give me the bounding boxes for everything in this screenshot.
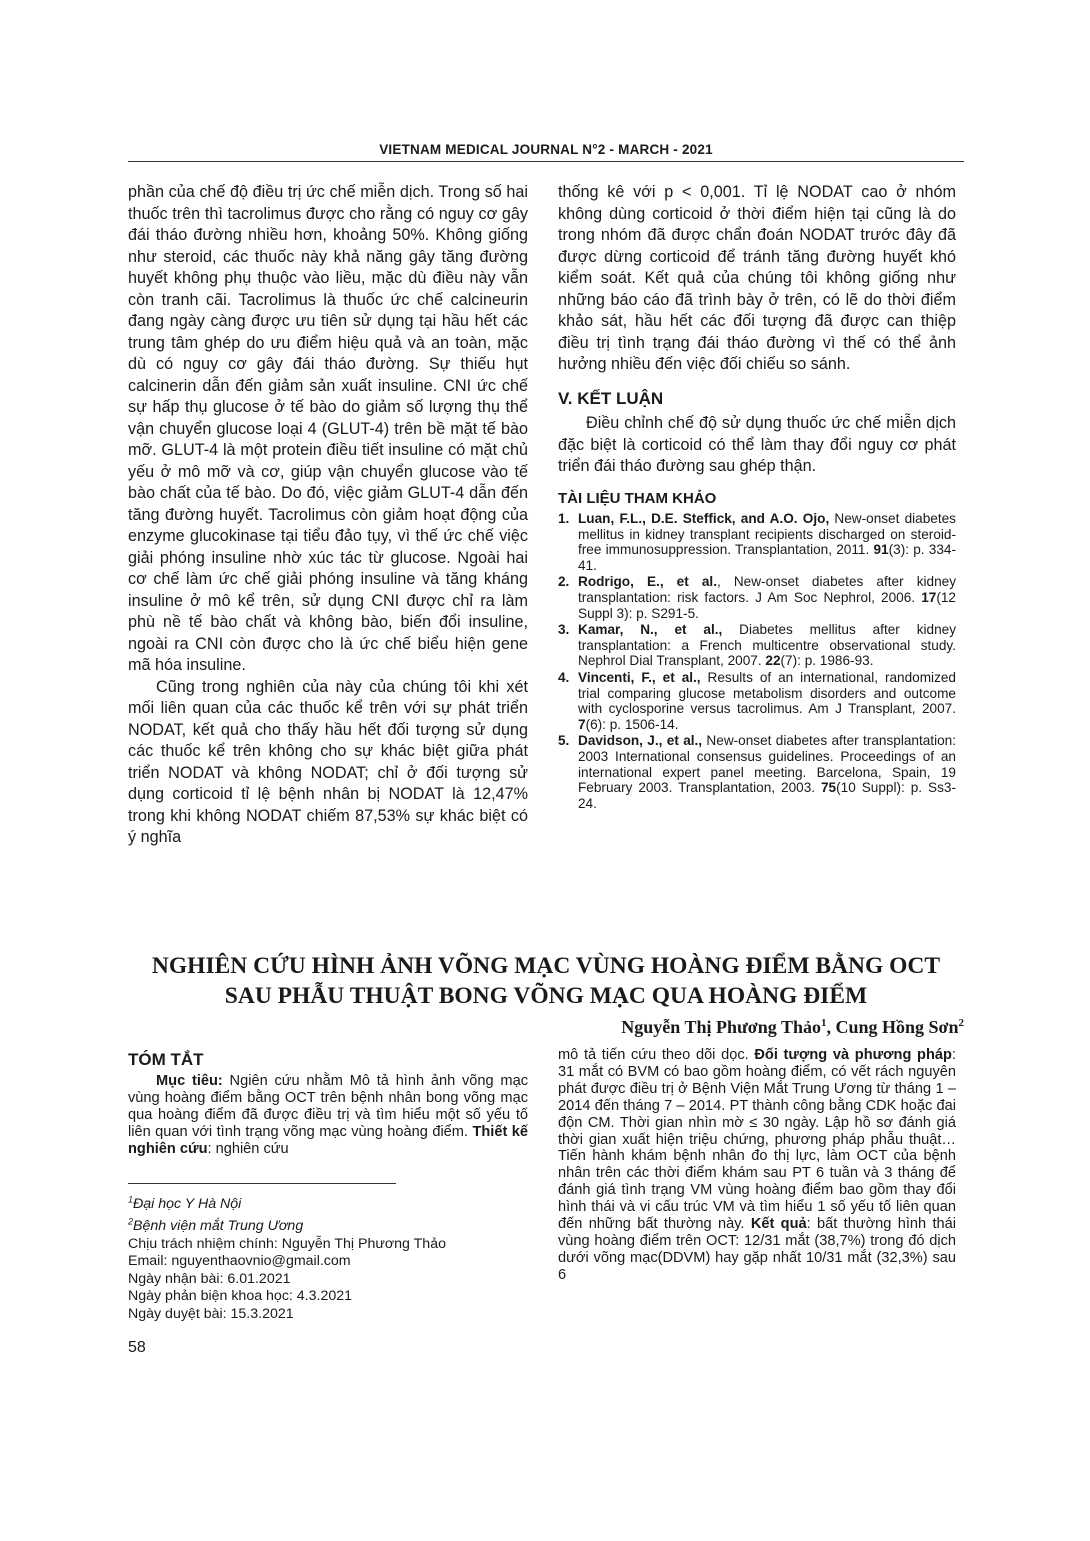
author-2: Cung Hồng Sơn <box>835 1017 959 1037</box>
reference-pages: (3): p. 334-41. <box>578 542 956 573</box>
subjects-text: : 31 mắt có BVM có bao gồm hoàng điểm, có vết rách nguyên phát được điều trị ở Bệnh Viện Mắt Trung Ương từ tháng 1 – 2014 đến tháng 7 – 2014. PT thành công bằng CDK hoặc đai độn CM. Thời gian nhìn mờ ≤ 30 ngày. Lập hồ sơ đánh giá thời gian xuất hiện triệu chứng, phương pháp phẫu thuật… Tiến hành khám bệnh nhân đo thị lực, làm OCT của bệnh nhân trên các thời điểm khám sau PT 6 tuần và 3 tháng để đánh giá tình trạng VM vùng hoàng điểm bao gồm thay đổi hình thái và vi cấu trúc VM và tìm hiểu 1 số yếu tố liên quan đến những bất thường này. <box>558 1047 956 1233</box>
header-rule <box>128 161 964 162</box>
subjects-label: Đối tượng và phương pháp <box>754 1047 952 1063</box>
reference-volume: 22 <box>765 653 781 669</box>
references-heading: TÀI LIỆU THAM KHẢO <box>558 489 717 507</box>
reference-title: New-onset diabetes mellitus in kidney transplant recipients discharged on steroid-free immunosuppression. Transplantation, 2011. <box>578 511 956 558</box>
reference-number: 5. <box>558 733 570 749</box>
author-1-affiliation: 1 <box>820 1017 827 1029</box>
reference-number: 1. <box>558 511 570 526</box>
affiliation-1 <box>128 1191 528 1213</box>
reference-pages: (6): p. 1506-14. <box>585 716 679 732</box>
reference-title: New-onset diabetes after transplantation: 2003 International consensus guidelines. Proceedings of an international expert panel meeting. Barcelona, Spain, 19 February 2003. Transplantation, 2003. <box>578 733 956 796</box>
affiliation-1-text: Đại học Y Hà Nội <box>133 1195 242 1212</box>
author-1: Nguyễn Thị Phương Thảo <box>621 1017 821 1037</box>
reference-item <box>558 670 956 732</box>
reference-title: , New-onset diabetes after kidney transplantation: risk factors. J Am Soc Nephrol, 2006. <box>578 574 957 605</box>
conclusion-paragraph: Điều chỉnh chế độ sử dụng thuốc ức chế miễn dịch đặc biệt là corticoid có thể làm thay đổi nguy cơ phát triển đái tháo đường sau ghép thận. <box>558 414 956 475</box>
abstract-methods-results <box>558 1047 956 1284</box>
reference-volume: 91 <box>873 542 889 558</box>
results-text: : bất thường hình thái vùng hoàng điểm trên OCT: 12/31 mắt (38,7%) trong đó dịch dưới võng mạc(DDVM) hay gặp nhất 10/31 mắt (32,3%) sau 6 <box>558 1216 956 1283</box>
reference-text <box>578 574 956 621</box>
abstract-heading: TÓM TẮT <box>128 1050 204 1069</box>
reference-item <box>558 622 956 669</box>
reference-authors: Luan, F.L., D.E. Steffick, and A.O. Ojo, <box>578 511 830 526</box>
running-header: VIETNAM MEDICAL JOURNAL N°2 - MARCH - 2021 <box>379 142 713 157</box>
reference-text <box>578 511 956 573</box>
left-paragraph-2: Cũng trong nghiên của này của chúng tôi khi xét mối liên quan của các thuốc kể trên với sự phát triển NODAT, kết quả cho thấy hầu hết đối tượng sử dụng các thuốc kể trên không cho sự khác biệt giữa phát triển NODAT và không NODAT; chỉ ở đối tượng sử dụng corticoid tỉ lệ bệnh nhân bị NODAT là 12,47% trong khi không NODAT chiếm 87,53% sự khác biệt có ý nghĩa <box>128 677 528 846</box>
reference-authors: Kamar, N., et al., <box>578 622 723 638</box>
page-number: 58 <box>128 1339 146 1356</box>
footnote-rule <box>128 1183 396 1184</box>
article-title <box>128 951 964 1011</box>
reference-volume: 7 <box>578 716 586 732</box>
abstract-objective <box>128 1073 528 1158</box>
reference-text <box>578 670 956 732</box>
abstract-left <box>128 1052 528 1157</box>
reference-title: Results of an international, randomized trial comparing glucose metabolism disorders and outcome with cyclosporine versus tacrolimus. Am J Transplant, 2007. <box>578 669 956 717</box>
reference-number: 2. <box>558 574 570 590</box>
reference-item <box>558 733 956 811</box>
reference-number: 4. <box>558 669 570 685</box>
reference-text <box>578 622 956 669</box>
right-paragraph-1: thống kê với p < 0,001. Tỉ lệ NODAT cao ở nhóm không dùng corticoid ở thời điểm hiện tại cũng là do trong nhóm đã được chẩn đoán NODAT trước đây đã được dừng corticoid để tránh tăng đường huyết khó kiểm soát. Kết quả của chúng tôi không giống như những báo cáo đã trình bày ở trên, có lẽ do thời điểm khảo sát, hầu hết các đối tượng đã được can thiệp điều trị tình trạng đái tháo đường vì thế có thể ảnh hưởng nhiều đến việc đối chiếu so sánh. <box>558 183 956 373</box>
accepted-date: Ngày duyệt bài: 15.3.2021 <box>128 1306 294 1323</box>
objective-text: Ngiên cứu nhằm Mô tả hình ảnh võng mạc vùng hoàng điểm bằng OCT trên bệnh nhân bong võng mạc qua hoàng điểm đã được điều trị và tìm hiểu một số yếu tố liên quan với tình trạng võng mạc vùng hoàng điểm. <box>128 1072 528 1140</box>
reference-authors: Vincenti, F., et al., <box>578 669 701 685</box>
affiliation-2-text: Bệnh viện mắt Trung Ương <box>133 1218 304 1235</box>
abstract-right <box>558 1047 956 1284</box>
reference-pages: (12 Suppl 3): p. S291-5. <box>578 589 956 621</box>
reference-item <box>558 574 956 621</box>
author-separator: , <box>826 1017 836 1037</box>
footnotes <box>128 1191 528 1324</box>
reference-authors: Rodrigo, E., et al. <box>578 574 717 590</box>
reference-volume: 75 <box>820 780 837 796</box>
reference-pages: (10 Suppl): p. Ss3-24. <box>578 780 956 811</box>
reference-text <box>578 733 956 811</box>
right-column <box>558 182 956 812</box>
objective-label: Mục tiêu: <box>156 1072 223 1089</box>
left-column <box>128 182 528 849</box>
review-date: Ngày phản biện khoa học: 4.3.2021 <box>128 1288 353 1305</box>
received-date: Ngày nhận bài: 6.01.2021 <box>128 1270 291 1287</box>
reference-item <box>558 511 956 573</box>
article-authors <box>128 1017 964 1038</box>
results-label: Kết quả <box>750 1216 807 1233</box>
design-continued: mô tả tiến cứu theo dõi dọc. <box>558 1047 755 1063</box>
author-2-affiliation: 2 <box>958 1017 964 1029</box>
reference-authors: Davidson, J., et al., <box>578 733 703 749</box>
reference-number: 3. <box>558 622 570 638</box>
affiliation-2-mark: 2 <box>128 1216 134 1227</box>
article-title-line-2: SAU PHẪU THUẬT BONG VÕNG MẠC QUA HOÀNG ĐIỂM <box>224 983 868 1009</box>
conclusion-heading: V. KẾT LUẬN <box>558 388 664 408</box>
design-label: Thiết kế nghiên cứu <box>128 1123 528 1157</box>
affiliation-1-mark: 1 <box>128 1194 134 1204</box>
reference-list <box>558 511 956 811</box>
article-title-line-1: NGHIÊN CỨU HÌNH ẢNH VÕNG MẠC VÙNG HOÀNG ĐIỂM BẰNG OCT <box>151 953 941 979</box>
affiliation-2 <box>128 1213 528 1235</box>
left-paragraph-1: phần của chế độ điều trị ức chế miễn dịch. Trong số hai thuốc trên thì tacrolimus được cho rằng có nguy cơ gây đái tháo đường nhiều hơn, khoảng 50%. Không giống như steroid, các thuốc này khả năng gây tăng đường huyết không phụ thuộc vào liều, mặc dù điều này vẫn còn tranh cãi. Tacrolimus là thuốc ức chế calcineurin đang ngày càng được ưu tiên sử dụng tại hầu hết các trung tâm ghép do ưu điểm hiệu quả và an toàn, mặc dù có nguy cơ gây đái tháo đường. Sự thiếu hụt calcinerin dẫn đến giảm sản xuất insuline. CNI ức chế sự hấp thụ glucose ở tế bào do giảm số lượng thụ thể vận chuyển glucose loại 4 (GLUT-4) trên bề mặt tế bào mỡ. GLUT-4 là một protein điều tiết insuline có mặt chủ yếu ở mô mỡ và cơ, giúp vận chuyển glucose vào tế bào chất của tế bào. Do đó, việc giảm GLUT-4 dẫn đến tăng đường huyết. Tacrolimus còn giảm hoạt động của enzyme glucokinase tại tiểu đảo tụy, vì thế ức chế việc giải phóng insuline nhờ xúc tác từ glucose. Ngoài hai cơ chế làm ức chế giải phóng insuline và tăng kháng insuline ở mô kể trên, sử dụng CNI được chỉ ra làm phù nề tế bào chất và không bào, biến đổi insuline, ngoài ra CNI còn được cho là ức chế biểu hiện gene mã hóa insuline. <box>128 183 528 674</box>
author-email: Email: nguyenthaovnio@gmail.com <box>128 1253 351 1270</box>
reference-volume: 17 <box>921 589 937 605</box>
reference-pages: (7): p. 1986-93. <box>780 653 874 669</box>
reference-title: Diabetes mellitus after kidney transplantation: a French multicentre observational study. Nephrol Dial Transplant, 2007. <box>578 622 956 669</box>
design-text: : nghiên cứu <box>207 1140 289 1157</box>
responsible-author: Chịu trách nhiệm chính: Nguyễn Thị Phương Thảo <box>128 1235 446 1252</box>
